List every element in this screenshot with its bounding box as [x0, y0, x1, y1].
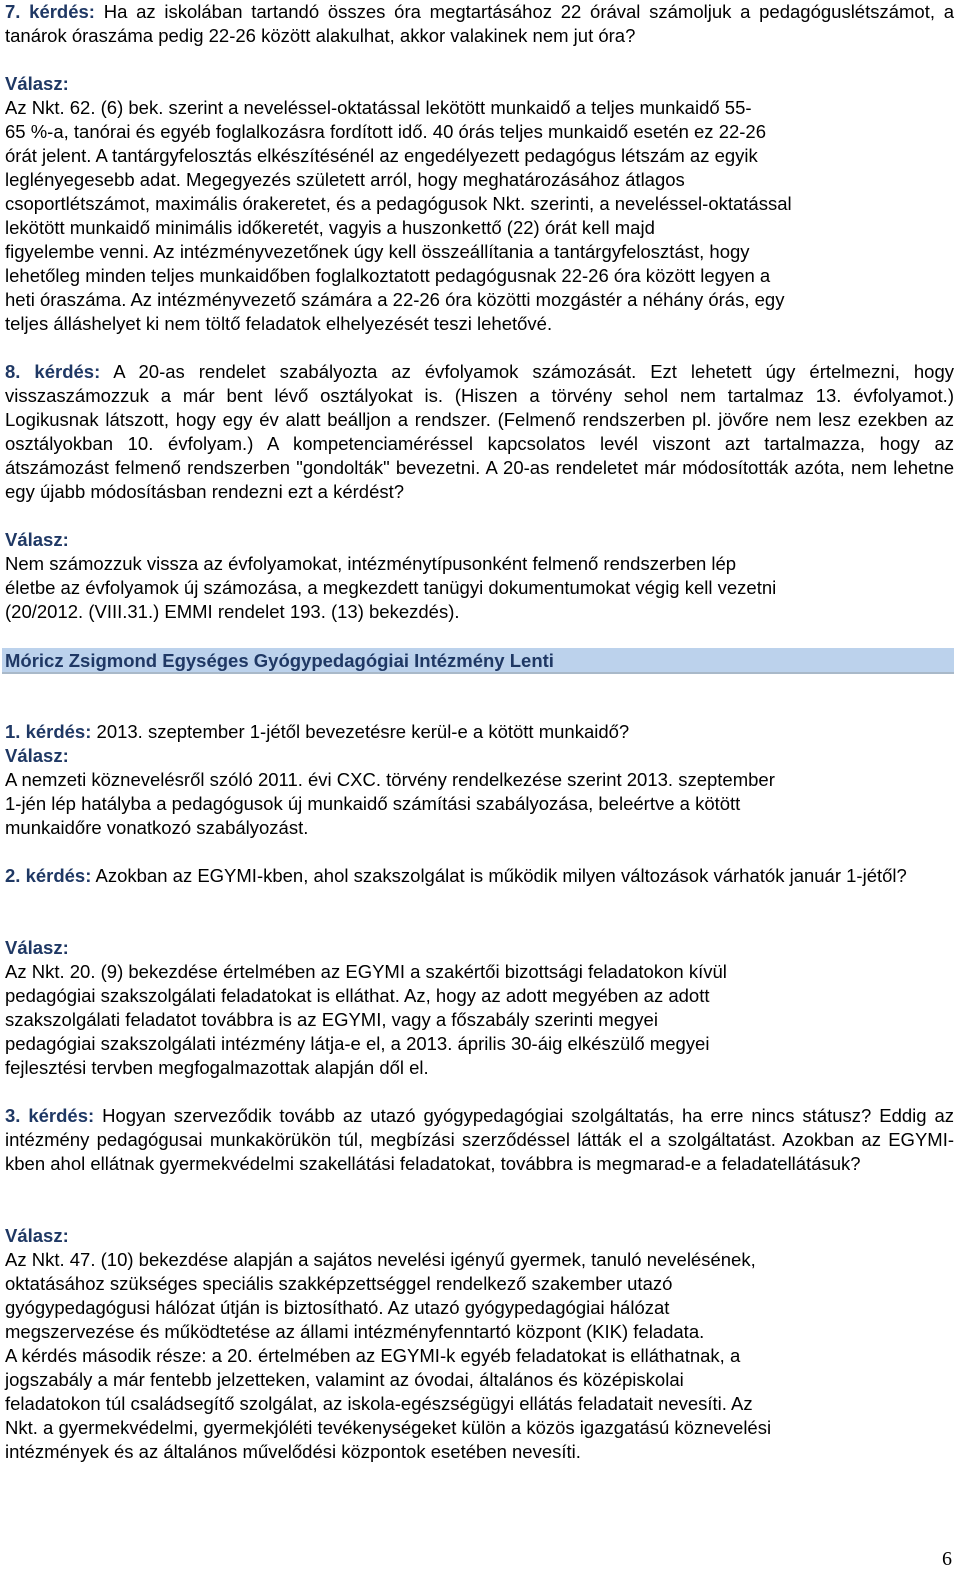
answer-label: Válasz: — [5, 73, 69, 94]
question-8 — [5, 360, 954, 504]
answer-line: Az Nkt. 47. (10) bekezdése alapján a sajátos nevelési igényű gyermek, tanuló nevelésének, — [5, 1249, 756, 1270]
answer-8 — [5, 528, 954, 624]
answer-line: oktatásához szükséges speciális szakképzettséggel rendelkező szakember utazó — [5, 1273, 673, 1294]
question-2 — [5, 864, 954, 888]
question-label: 1. kérdés: — [5, 721, 92, 742]
answer-line: figyelembe venni. Az intézményvezetőnek úgy kell összeállítania a tantárgyfelosztást, hogy — [5, 241, 750, 262]
answer-line: pedagógiai szakszolgálati intézmény látja-e el, a 2013. április 30-áig elkészülő megyei — [5, 1033, 710, 1054]
question-text: 2013. szeptember 1-jétől bevezetésre kerül-e a kötött munkaidő? — [96, 721, 630, 742]
question-3 — [5, 1104, 954, 1176]
answer-1 — [5, 744, 954, 840]
answer-line: Nkt. a gyermekvédelmi, gyermekjóléti tevékenységeket külön a közös igazgatású köznevelési — [5, 1417, 772, 1438]
answer-line: lehetőleg minden teljes munkaidőben foglalkoztatott pedagógusnak 22-26 óra között legyen a — [5, 265, 771, 286]
question-1 — [5, 720, 954, 744]
answer-line: munkaidőre vonatkozó szabályozást. — [5, 817, 309, 838]
answer-3 — [5, 1224, 954, 1464]
answer-line: Az Nkt. 20. (9) bekezdése értelmében az EGYMI a szakértői bizottsági feladatokon kívül — [5, 961, 727, 982]
answer-line: A kérdés második része: a 20. értelmében az EGYMI-k egyéb feladatokat is elláthatnak, a — [5, 1345, 741, 1366]
answer-line: intézmények és az általános művelődési központok esetében nevesíti. — [5, 1441, 581, 1462]
answer-line: pedagógiai szakszolgálati feladatokat is elláthat. Az, hogy az adott megyében az adott — [5, 985, 710, 1006]
answer-line: életbe az évfolyamok új számozása, a megkezdett tanügyi dokumentumokat végig kell vezetni — [5, 577, 777, 598]
answer-line: szakszolgálati feladatot továbbra is az EGYMI, vagy a főszabály szerinti megyei — [5, 1009, 658, 1030]
answer-line: leglényegesebb adat. Megegyezés született arról, hogy meghatározásához átlagos — [5, 169, 685, 190]
answer-line: jogszabály a már fentebb jelzetteken, valamint az óvodai, általános és középiskolai — [5, 1369, 684, 1390]
answer-line: lekötött munkaidő minimális időkeretét, vagyis a huszonkettő (22) órát kell majd — [5, 217, 655, 238]
question-text: Azokban az EGYMI-kben, ahol szakszolgálat is működik milyen változások várhatók január 1-jétől? — [95, 865, 907, 886]
answer-line: 1-jén lép hatályba a pedagógusok új munkaidő számítási szabályozása, beleértve a kötött — [5, 793, 741, 814]
question-text: Ha az iskolában tartandó összes óra megtartásához 22 órával számoljuk a pedagóguslétszámot, a tanárok óraszáma pedig 22-26 között alakulhat, akkor valakinek nem jut óra? — [5, 1, 955, 46]
answer-line: fejlesztési tervben megfogalmazottak alapján dől el. — [5, 1057, 429, 1078]
answer-line: heti óraszáma. Az intézményvezető számára a 22-26 óra közötti mozgástér a néhány órás, egy — [5, 289, 785, 310]
answer-line: Az Nkt. 62. (6) bek. szerint a neveléssel-oktatással lekötött munkaidő a teljes munkaidő 55- — [5, 97, 752, 118]
answer-line: teljes álláshelyet ki nem töltő feladatok elhelyezését teszi lehetővé. — [5, 313, 553, 334]
question-label: 7. kérdés: — [5, 1, 95, 22]
answer-line: (20/2012. (VIII.31.) EMMI rendelet 193. (13) bekezdés). — [5, 601, 460, 622]
answer-label: Válasz: — [5, 1225, 69, 1246]
answer-line: csoportlétszámot, maximális órakeretet, és a pedagógusok Nkt. szerinti, a neveléssel-oktatással — [5, 193, 792, 214]
question-label: 8. kérdés: — [5, 361, 101, 382]
question-label: 2. kérdés: — [5, 865, 92, 886]
answer-2 — [5, 936, 954, 1080]
question-7 — [5, 0, 954, 48]
answer-line: 65 %-a, tanórai és egyéb foglalkozásra fordított idő. 40 órás teljes munkaidő esetén ez 22-26 — [5, 121, 767, 142]
question-label: 3. kérdés: — [5, 1105, 95, 1126]
page-number: 6 — [942, 1548, 952, 1570]
answer-line: gyógypedagógusi hálózat útján is biztosítható. Az utazó gyógypedagógiai hálózat — [5, 1297, 670, 1318]
answer-7 — [5, 72, 954, 336]
answer-line: A nemzeti köznevelésről szóló 2011. évi CXC. törvény rendelkezése szerint 2013. szeptember — [5, 769, 775, 790]
section-heading: Móricz Zsigmond Egységes Gyógypedagógiai Intézmény Lenti — [2, 648, 954, 674]
answer-label: Válasz: — [5, 745, 69, 766]
answer-line: órát jelent. A tantárgyfelosztás elkészítésénél az engedélyezett pedagógus létszám az egyik — [5, 145, 758, 166]
question-text: A 20-as rendelet szabályozta az évfolyamok számozását. Ezt lehetett úgy értelmezni, hogy visszaszámozzuk a már bent lévő osztályokat is. (Hiszen a törvény sehol nem tartalmaz 13. évfolyamot.) Logikusnak látszott, hogy egy év alatt beálljon a rendszer. (Felmenő rendszerben pl. jövőre nem lesz ezekben az osztályokban 10. évfolyam.) A kompetenciaméréssel kapcsolatos levél viszont azt tartalmazza, hogy az átszámozást felmenő rendszerben "gondolták" bevezetni. A 20-as rendeletet már módosították azóta, nem lehetne egy újabb módosításban rendezni ezt a kérdést? — [5, 361, 954, 502]
question-text: Hogyan szerveződik tovább az utazó gyógypedagógiai szolgáltatás, ha erre nincs státusz? Eddig az intézmény pedagógusai munkakörükön túl, megbízási szerződéssel látták el a szolgáltatást. Azokban az EGYMI-kben ahol ellátnak gyermekvédelmi szakellátási feladatokat, továbbra is megmarad-e a feladatellátásuk? — [5, 1105, 955, 1174]
answer-line: feladatokon túl családsegítő szolgálat, az iskola-egészségügyi ellátás feladatait nevesíti. Az — [5, 1393, 753, 1414]
answer-line: Nem számozzuk vissza az évfolyamokat, intézménytípusonként felmenő rendszerben lép — [5, 553, 737, 574]
answer-label: Válasz: — [5, 529, 69, 550]
answer-line: megszervezése és működtetése az állami intézményfenntartó központ (KIK) feladata. — [5, 1321, 705, 1342]
answer-label: Válasz: — [5, 937, 69, 958]
